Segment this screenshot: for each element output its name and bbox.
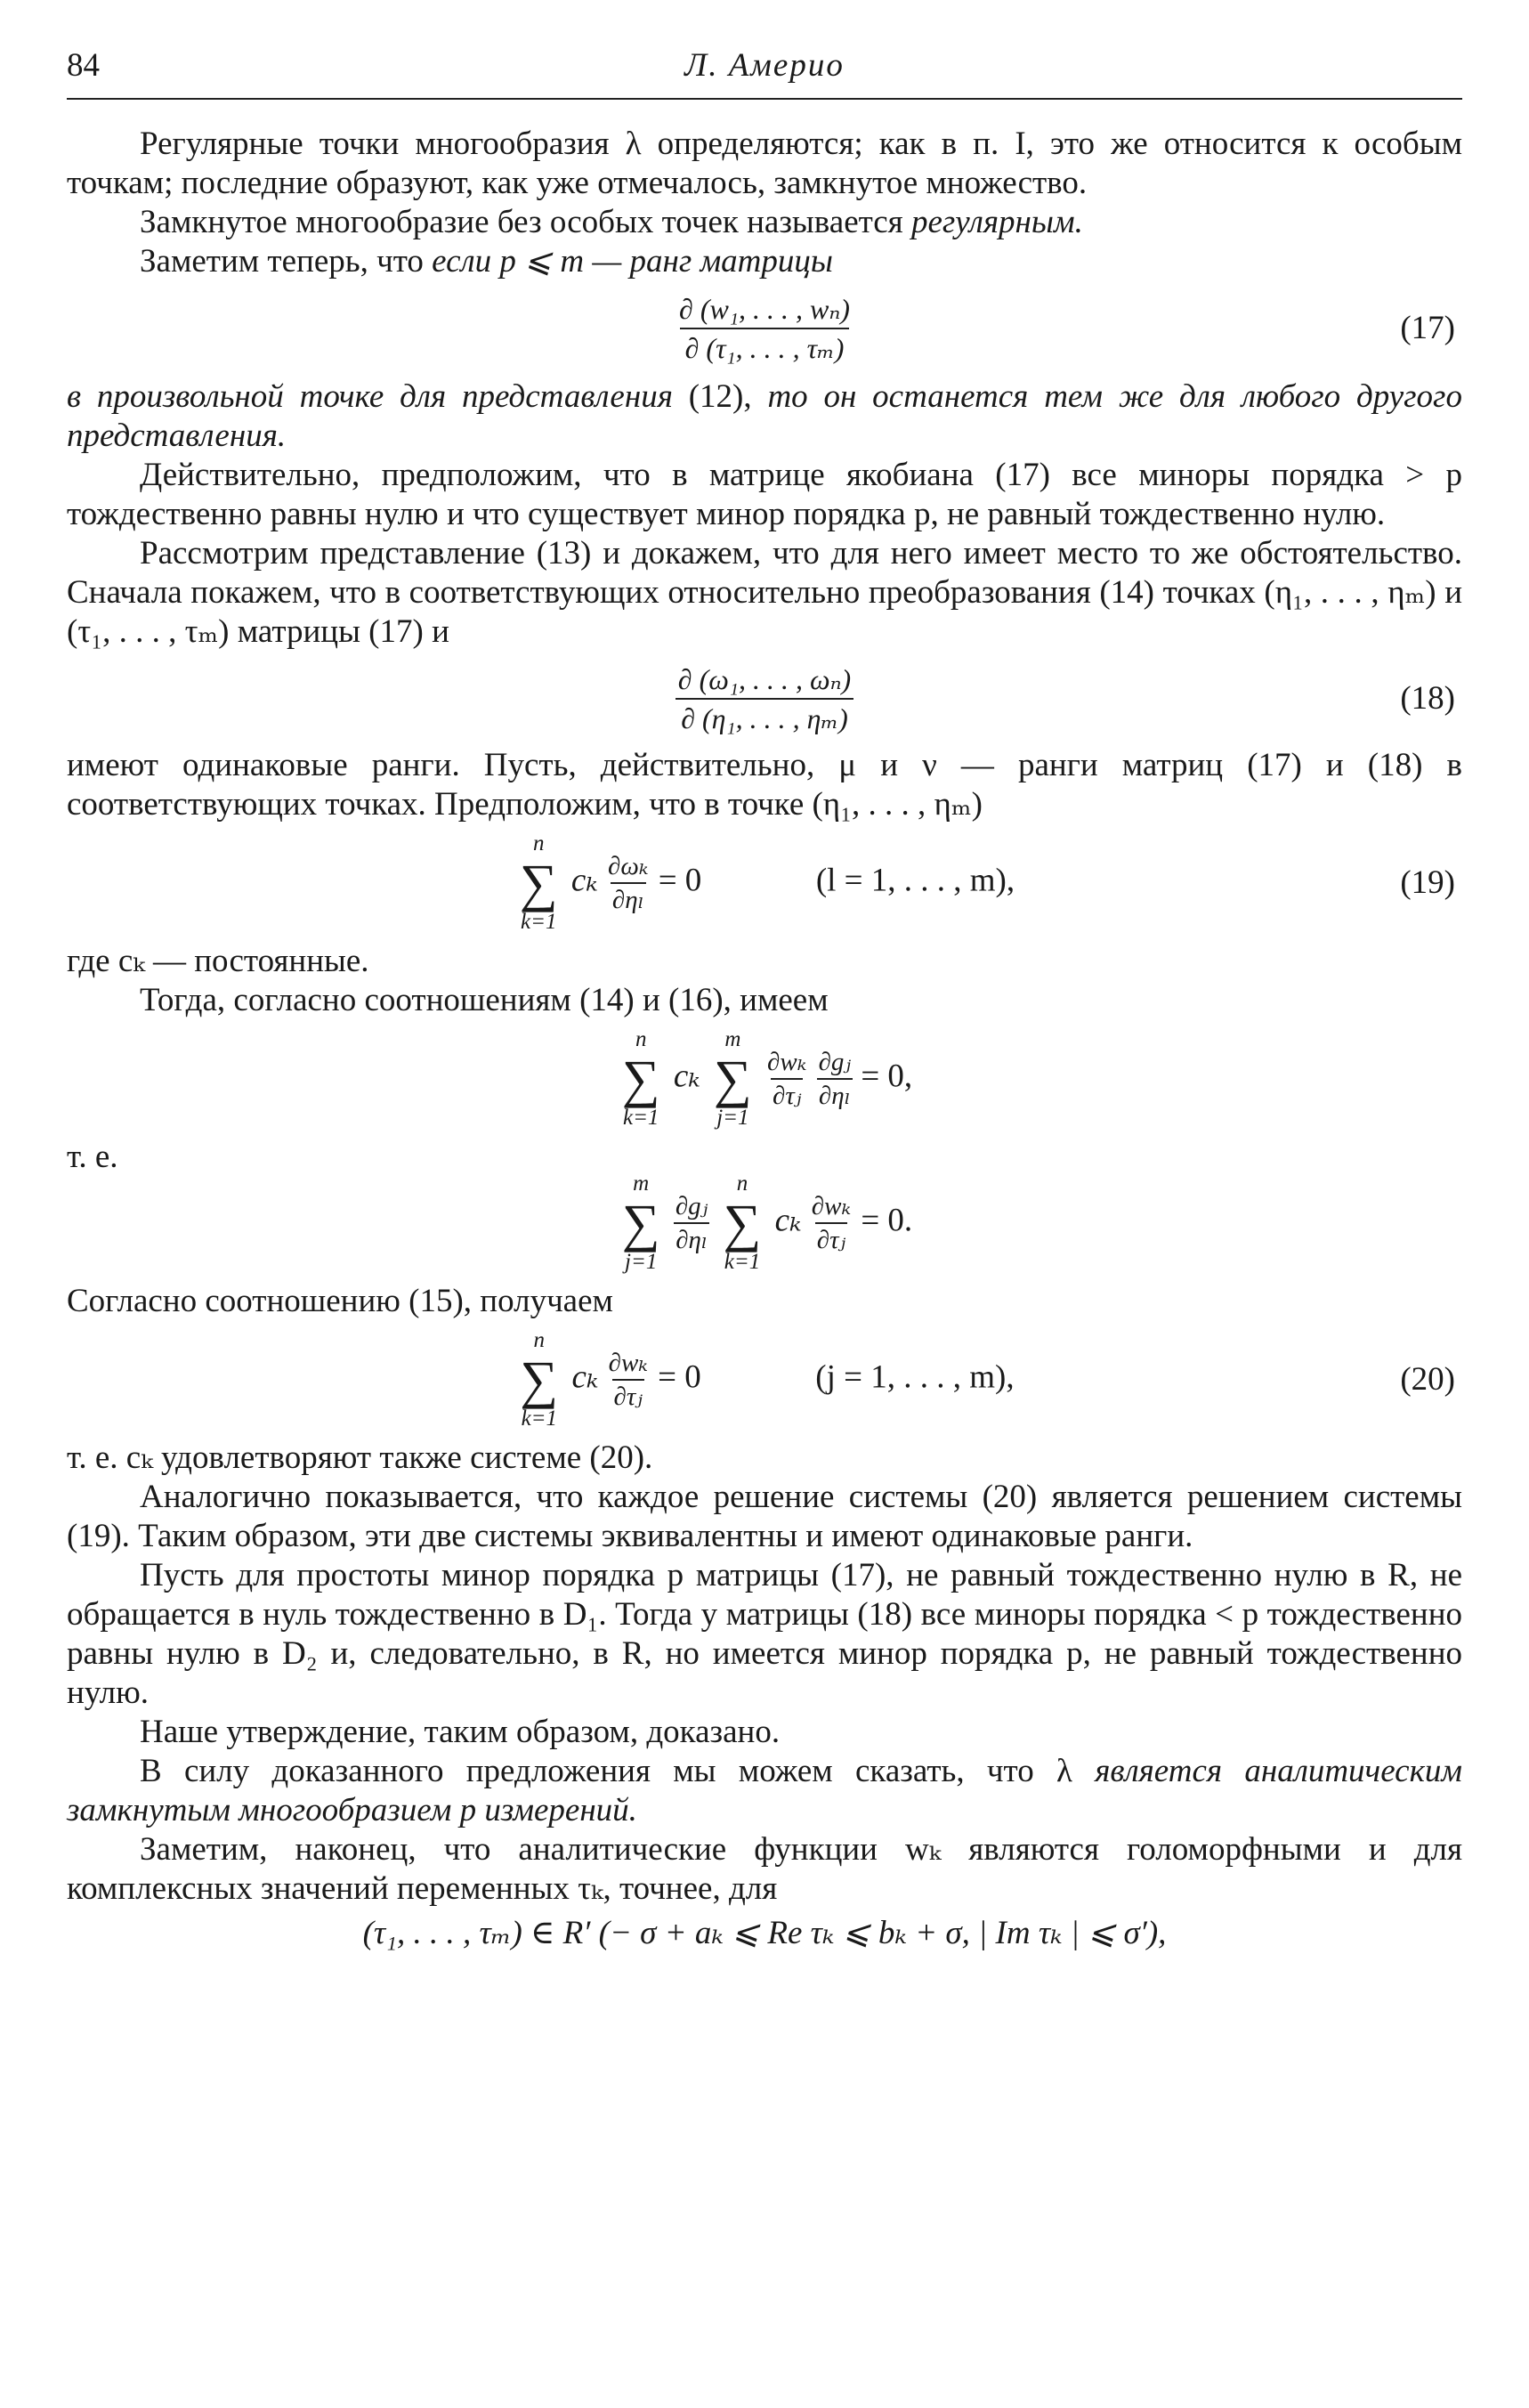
sum-symbol: n ∑ k=1 — [520, 1328, 559, 1431]
sum-symbol: n ∑ k=1 — [723, 1172, 762, 1274]
partial-fraction: $\frac{\text{∂ωₖ}}{\text{∂ηₗ}}$ — [608, 852, 649, 914]
paragraph-consider-representation: Рассмотрим представление (13) и докажем, что для него имеет место то же обстоятельство. Сначала покажем, что в соответствующих относительно преобразования (14) точках (η₁, . . . , ηₘ) и (τ₁, . . . , τₘ) матрицы (17) и — [67, 535, 1462, 650]
equation-double-sum-a: n ∑ k=1 cₖ m ∑ j=1 $\frac{\text{∂wₖ}}{\text{∂τⱼ}}$ $\frac{\text{∂gⱼ}}{\text{∂ηₗ}}$ = 0, — [621, 1027, 913, 1130]
equation-19: n ∑ k=1 cₖ $\frac{\text{∂ωₖ}}{\text{∂ηₗ}}$ = 0 (l = 1, . . . , m), (19) — [519, 831, 1455, 934]
sum-symbol: m ∑ j=1 — [621, 1172, 660, 1274]
paragraph-minor-simplicity: Пусть для простоты минор порядка p матрицы (17), не равный тождественно нулю в R, не обращается в нуль тождественно в D₁. Тогда у матрицы (18) все миноры порядка < p тождественно равны нулю в D₂ и, следовательно, в R, но имеется минор порядка p, не равный тождественно нулю. — [67, 1557, 1462, 1711]
page-number: 84 — [67, 47, 100, 84]
sum-symbol: m ∑ j=1 — [714, 1027, 752, 1130]
page-header — [67, 46, 1462, 100]
paragraph-regular-definition: Замкнутое многообразие без особых точек называется регулярным. — [140, 204, 1083, 240]
equation-17 — [67, 292, 1462, 365]
paragraph-holomorphic: Заметим, наконец, что аналитические функции wₖ являются голоморфными и для комплексных значений переменных τₖ, точнее, для — [67, 1831, 1462, 1907]
paragraph-ck-satisfy: т. е. cₖ удовлетворяют также системе (20). — [67, 1439, 653, 1476]
header-rule — [67, 98, 1462, 100]
running-title: Л. Америо — [684, 47, 845, 84]
partial-fraction: $\frac{\text{∂wₖ}}{\text{∂τⱼ}}$ — [608, 1349, 648, 1411]
partial-fraction: $\frac{\text{∂wₖ}}{\text{∂τⱼ}}$ — [811, 1192, 852, 1254]
paragraph-rank-claim: Заметим теперь, что если p ⩽ m — ранг матрицы — [140, 243, 833, 280]
equation-20: n ∑ k=1 cₖ $\frac{\text{∂wₖ}}{\text{∂τⱼ}}$ = 0 (j = 1, . . . , m), (20) — [520, 1328, 1455, 1431]
paragraph-analogously: Аналогично показывается, что каждое решение системы (20) является решением системы (19). Таким образом, эти две системы эквивалентны и имеют одинаковые ранги. — [67, 1479, 1462, 1554]
paragraph-jacobian-minors: Действительно, предположим, что в матрице якобиана (17) все миноры порядка > p тождественно равны нулю и что существует минор порядка p, не равный тождественно нулю. — [67, 457, 1462, 532]
paragraph-that-is: т. е. — [67, 1139, 118, 1175]
paragraph-constants: где cₖ — постоянные. — [67, 943, 369, 979]
partial-fraction: $\frac{\text{∂gⱼ}}{\text{∂ηₗ}}$ — [818, 1048, 852, 1110]
paragraph-then: Тогда, согласно соотношениям (14) и (16), имеем — [140, 982, 829, 1018]
paragraph-representation-claim: в произвольной точке для представления (12), то он останется тем же для любого другого представления. — [67, 378, 1462, 454]
equation-number: (18) — [1400, 680, 1455, 717]
paragraph-conclusion: В силу доказанного предложения мы можем сказать, что λ является аналитическим замкнутым многообразием p измерений. — [67, 1753, 1462, 1828]
equation-double-sum-b: m ∑ j=1 $\frac{\text{∂gⱼ}}{\text{∂ηₗ}}$ n ∑ k=1 cₖ $\frac{\text{∂wₖ}}{\text{∂τⱼ}}$ = 0. — [621, 1172, 913, 1274]
page-body — [67, 125, 1462, 1960]
partial-fraction: $\frac{\text{∂gⱼ}}{\text{∂ηₗ}}$ — [675, 1192, 708, 1254]
jacobian-17: $\frac{\text{∂ (w₁, . . . , wₙ)}}{\text{∂ (τ₁, . . . , τₘ)}}$ — [679, 293, 850, 364]
jacobian-18: $\frac{\text{∂ (ω₁, . . . , ωₙ)}}{\text{∂ (η₁, . . . , ηₘ)}}$ — [673, 662, 856, 735]
sum-symbol: n ∑ k=1 — [621, 1027, 660, 1130]
paragraph-proved: Наше утверждение, таким образом, доказано. — [140, 1714, 781, 1750]
paragraph-regular-points: Регулярные точки многообразия λ определяются; как в п. I, это же относится к особым точкам; последние образуют, как уже отмечалось, замкнутое множество. — [67, 126, 1462, 201]
equation-domain: (τ₁, . . . , τₘ) ∈ R′ (− σ + aₖ ⩽ Re τₖ ⩽ bₖ + σ, | Im τₖ | ⩽ σ′), — [362, 1915, 1167, 1951]
equation-number: (17) — [1400, 310, 1455, 346]
equation-number: (19) — [1400, 864, 1455, 901]
sum-symbol: n ∑ k=1 — [519, 831, 558, 934]
paragraph-equal-ranks: имеют одинаковые ранги. Пусть, действительно, μ и ν — ранги матриц (17) и (18) в соответствующих точках. Предположим, что в точке (η₁, . . . , ηₘ) — [67, 747, 1462, 823]
term-regular: регулярным. — [910, 204, 1083, 240]
equation-18 — [67, 662, 1462, 735]
paragraph-according-15: Согласно соотношению (15), получаем — [67, 1283, 613, 1319]
equation-number: (20) — [1400, 1361, 1455, 1398]
partial-fraction: $\frac{\text{∂wₖ}}{\text{∂τⱼ}}$ — [767, 1048, 807, 1110]
